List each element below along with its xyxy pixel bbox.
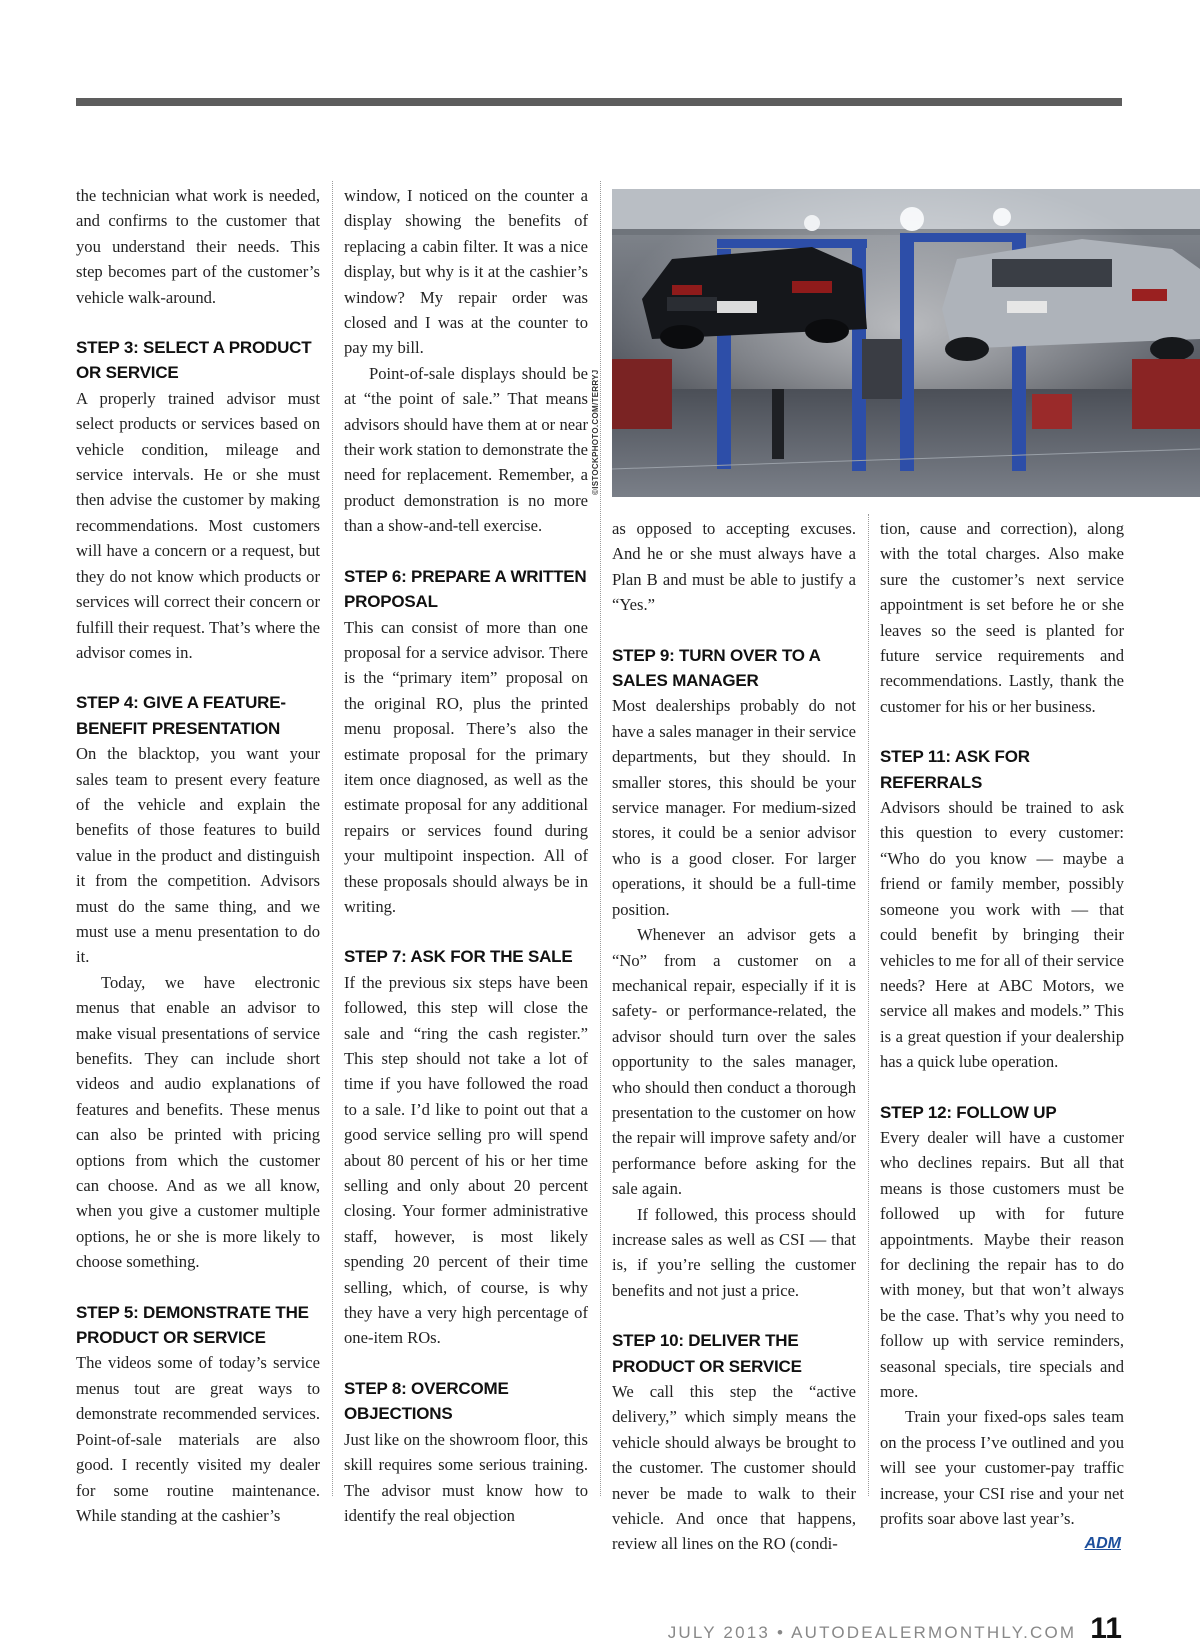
photo-illustration (612, 189, 1200, 497)
column-divider (332, 181, 333, 1496)
photo-credit: ©ISTOCKPHOTO.COM/TERRYJ (591, 369, 600, 495)
step-10-heading: STEP 10: DELIVER THE PRODUCT OR SERVICE (612, 1331, 802, 1376)
paragraph: On the blacktop, you want your sales team to present every feature of the vehicle and explain the benefits of those features to build value in the product and distinguish it from the competition. Advisors must do the same thing, and we must use a menu presentation to do it. (76, 744, 320, 967)
paragraph: Point-of-sale displays should be at “the point of sale.” That means advisors should have them at or near their work station to demonstrate the need for replacement. Remember, a product demonstration is no more than a show-and-tell exercise. (344, 363, 588, 536)
paragraph: tion, cause and correction), along with the total charges. Also make sure the customer’s next service appointment is set before he or she leaves so the seed is planted for future service requirements and recommendations. Lastly, thank the customer for his or her business. (880, 519, 1124, 716)
column-3 (612, 516, 856, 1557)
paragraph: This can consist of more than one proposal for a service advisor. There is the “primary item” proposal on the original RO, plus the printed menu proposal. There’s also the estimate proposal for the primary item once diagnosed, as well as the estimate proposal for any additional repairs or services found during your multipoint inspection. All of these proposals should always be in writing. (344, 617, 588, 916)
column-4 (880, 516, 1124, 1557)
paragraph: Most dealerships probably do not have a sales manager in their service departments, but they should. In smaller stores, this should be your service manager. For medium-sized stores, it could be a senior advisor who is a good closer. For larger operations, it should be a full-time position. (612, 696, 856, 919)
paragraph (880, 1404, 1124, 1553)
paragraph: We call this step the “active delivery,” which simply means the vehicle should always be brought to the customer. The customer should never be made to walk to their vehicle. And once that happens, review all lines on the RO (condi- (612, 1382, 856, 1554)
page-number: 11 (1090, 1612, 1122, 1645)
paragraph: Whenever an advisor gets a “No” from a customer on a mechanical repair, especially if it is safety- or performance-related, the advisor should turn over the sales opportunity to the sales manager, who should then conduct a thorough presentation to the customer on how the repair will improve safety and/or performance before asking for the sale again. (612, 925, 856, 1199)
step-4-heading: STEP 4: GIVE A FEATURE-BENEFIT PRESENTATION (76, 693, 286, 738)
step-8-heading: STEP 8: OVERCOME OBJECTIONS (344, 1378, 509, 1424)
column-divider (600, 181, 601, 1496)
paragraph: Every dealer will have a customer who declines repairs. But all that means is those customers must be followed up with for future appointments. Maybe their reason for declining the repair has to do with money, but that won’t always be the case. That’s why you need to follow up with service reminders, seasonal specials, tire specials and more. (880, 1127, 1124, 1401)
step-12-heading: STEP 12: FOLLOW UP (880, 1102, 1057, 1122)
paragraph: If followed, this process should increase sales as well as CSI — that is, if you’re selling the customer benefits and not just a price. (612, 1204, 856, 1300)
step-5-heading: STEP 5: DEMONSTRATE THE PRODUCT OR SERVICE (76, 1302, 309, 1348)
issue-date-and-site: JULY 2013 • AUTODEALERMONTHLY.COM (667, 1623, 1077, 1642)
column-divider (868, 514, 869, 1496)
paragraph: window, I noticed on the counter a display showing the benefits of replacing a cabin filter. It was a nice display, but why is it at the cashier’s window? My repair order was closed and I was at the counter to pay my bill. (344, 186, 588, 358)
paragraph: the technician what work is needed, and confirms to the customer that you understand their needs. This step becomes part of the customer’s vehicle walk-around. (76, 186, 320, 307)
paragraph: as opposed to accepting excuses. And he or she must always have a Plan B and must be able to justify a “Yes.” (612, 519, 856, 615)
column-1 (76, 183, 320, 1528)
step-3-heading: STEP 3: SELECT A PRODUCT OR SERVICE (76, 338, 312, 383)
step-6-heading: STEP 6: PREPARE A WRITTEN PROPOSAL (344, 566, 587, 612)
paragraph: The videos some of today’s service menus tout are great ways to demonstrate recommended services. Point-of-sale materials are also good. I recently visited my dealer for some routine maintenance. While standing at the cashier’s (76, 1353, 320, 1525)
column-2 (344, 183, 588, 1528)
step-9-heading: STEP 9: TURN OVER TO A SALES MANAGER (612, 645, 821, 691)
page-footer (668, 1612, 1122, 1646)
closing-text: Train your fixed-ops sales team on the process I’ve outlined and you will see your customer-pay traffic increase, your CSI rise and your net profits soar above last year’s. (880, 1407, 1124, 1529)
paragraph: Today, we have electronic menus that enable an advisor to make visual presentations of service benefits. They can include short videos and audio explanations of features and benefits. These menus can also be printed with pricing options from which the customer can choose. And as we all know, when you give a customer multiple options, he or she is more likely to choose something. (76, 972, 320, 1272)
step-7-heading: STEP 7: ASK FOR THE SALE (344, 947, 573, 967)
paragraph: Just like on the showroom floor, this skill requires some serious training. The advisor must know how to identify the real objection (344, 1429, 588, 1525)
garage-lift-photo (612, 189, 1200, 497)
step-11-heading: STEP 11: ASK FOR REFERRALS (880, 747, 1030, 792)
paragraph: If the previous six steps have been followed, this step will close the sale and “ring the cash register.” This step should not take a lot of time if you have followed the road to a sale. I’d like to point out that a good service selling pro will spend about 80 percent of his or her time selling and only about 20 percent closing. Your former administrative staff, however, is most likely spending 20 percent of their time selling, which, of course, is why they have a very high percentage of one-item ROs. (344, 972, 588, 1348)
end-mark-logo: ADM (1084, 1535, 1121, 1553)
paragraph: A properly trained advisor must select products or services based on vehicle condition, mileage and service intervals. He or she must then advise the customer by making recommendations. Most customers will have a concern or a request, but they do not know which products or services will correct their concern or fulfill their request. That’s where the advisor comes in. (76, 388, 320, 662)
paragraph: Advisors should be trained to ask this question to every customer: “Who do you know — maybe a friend or family member, possibly someone you work with — that could benefit by bringing their vehicles to me for all of their service needs? Here at ABC Motors, we service all makes and models.” This is a great question if your dealership has a quick lube operation. (880, 798, 1124, 1072)
header-rule (76, 98, 1122, 106)
